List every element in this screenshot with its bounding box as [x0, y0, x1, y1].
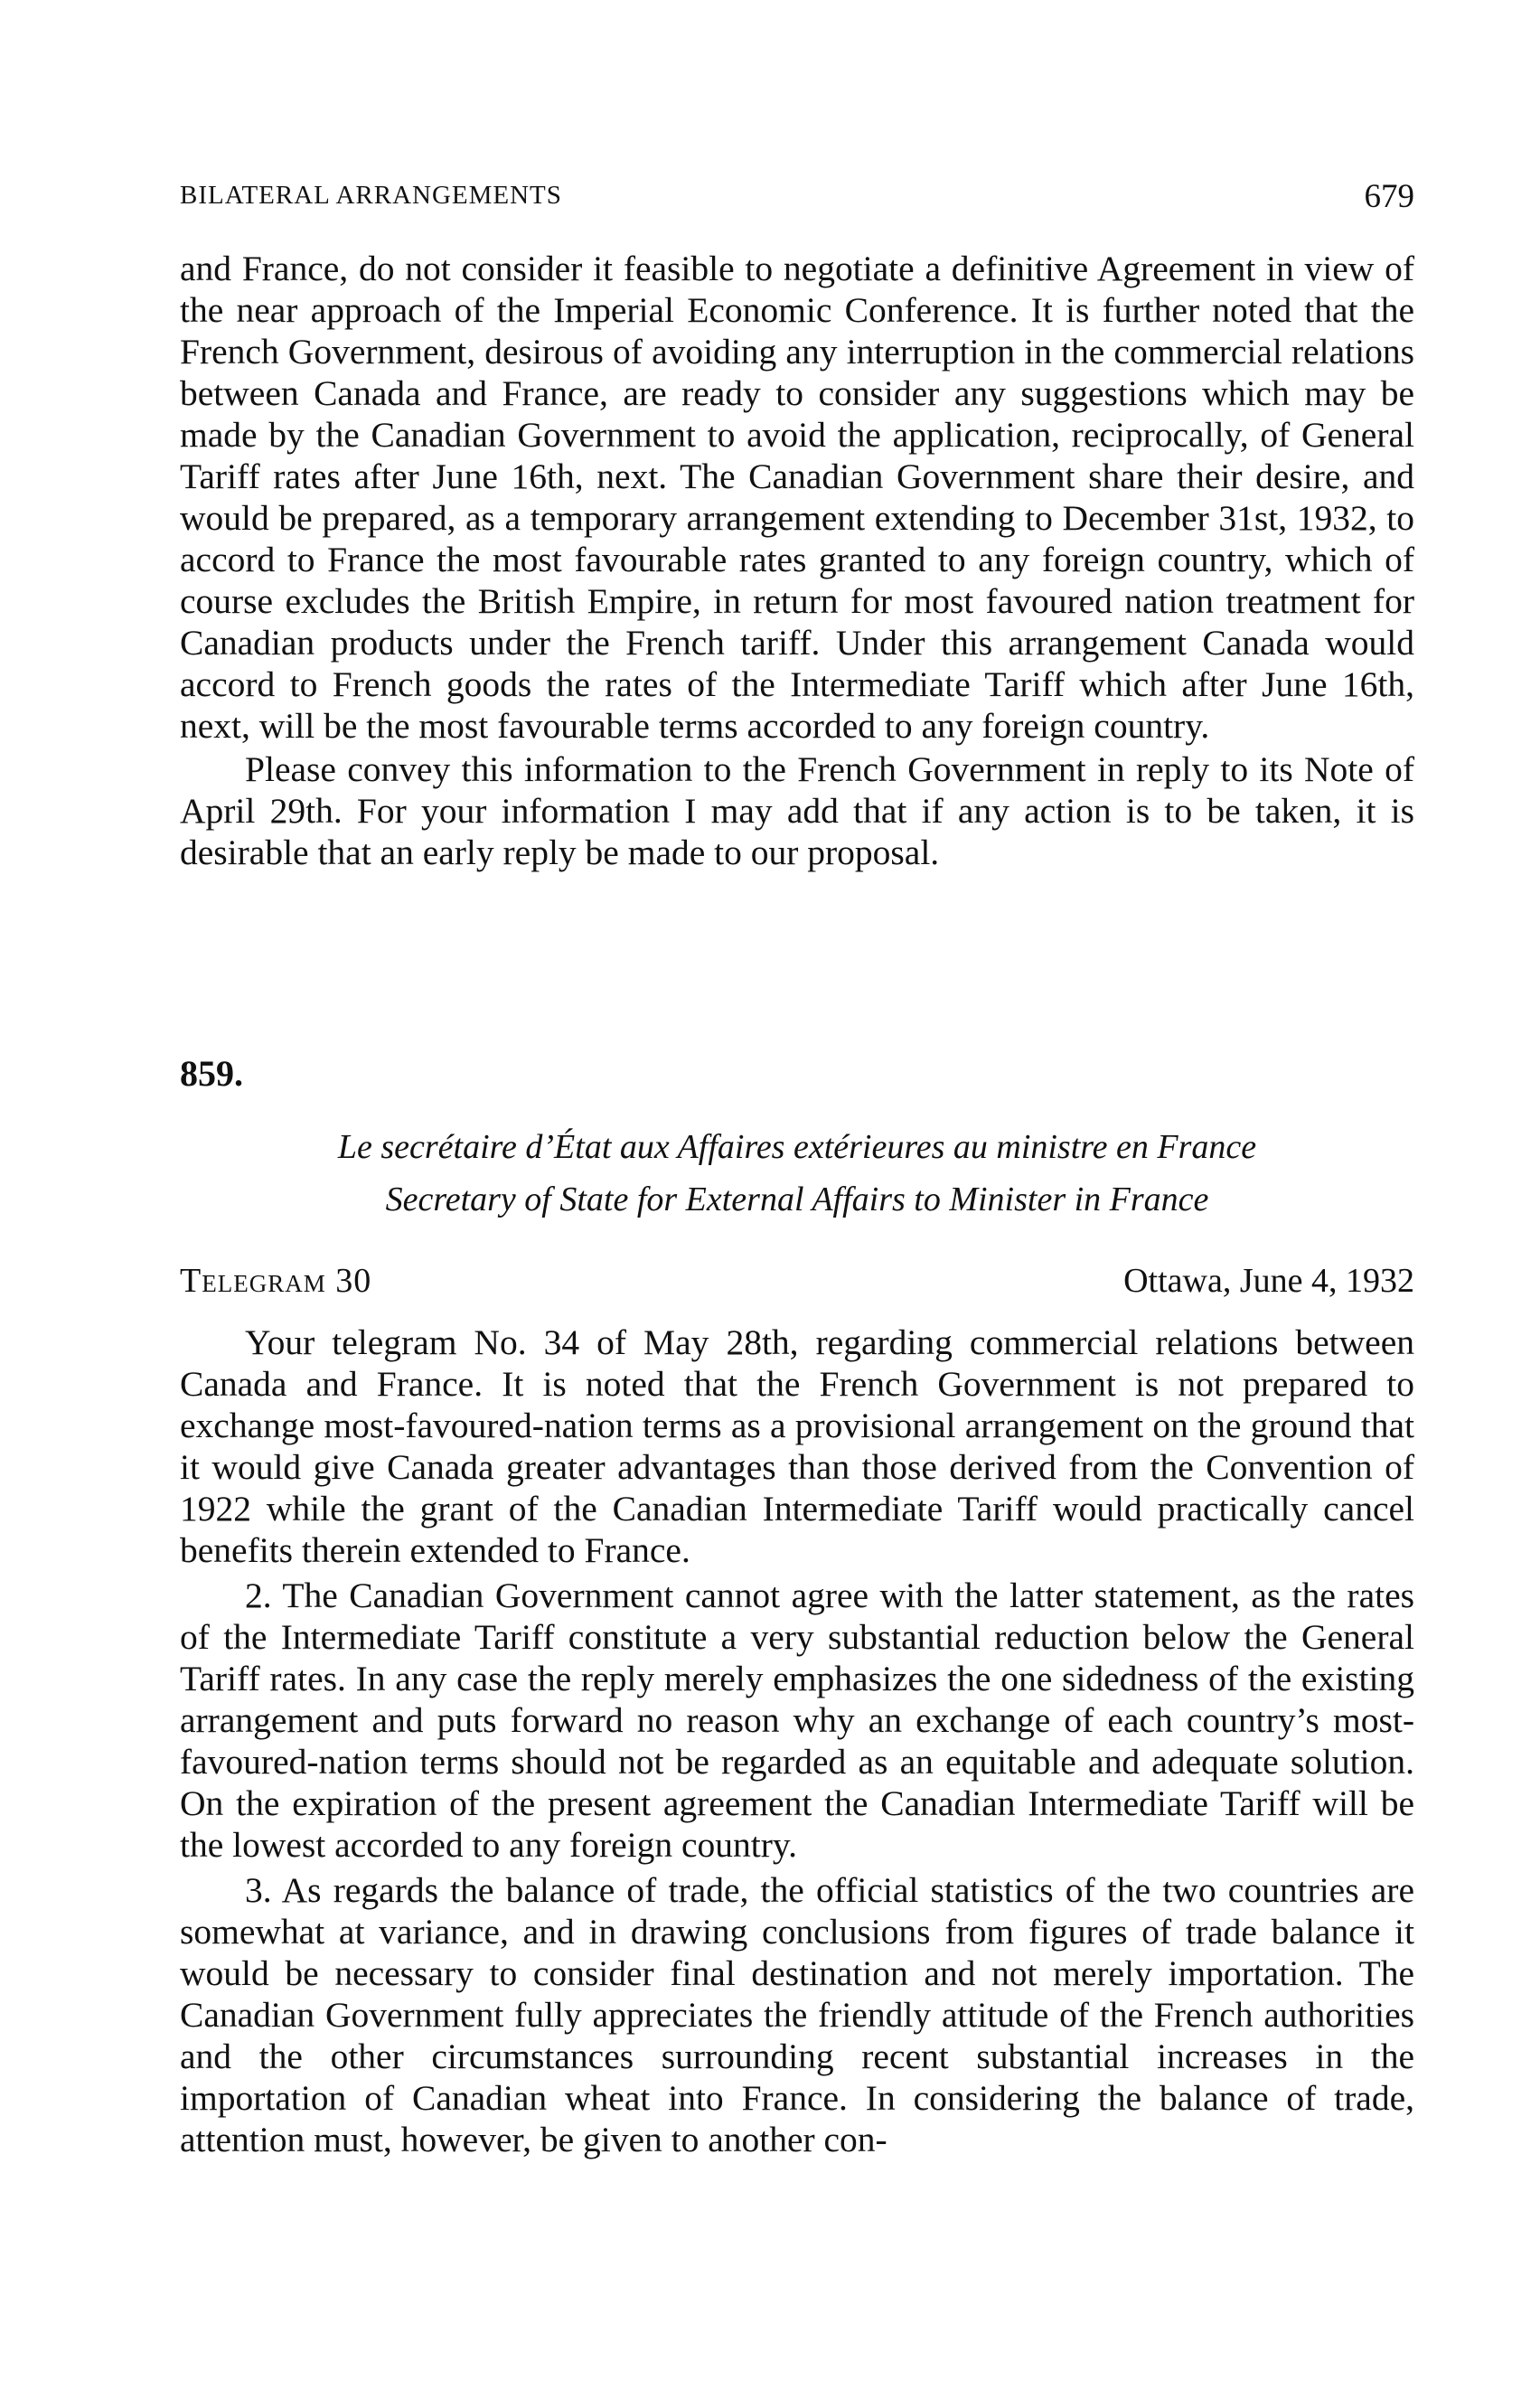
continuation-paragraph: and France, do not consider it feasible to negotiate a definitive Agreement in view of the near approach of the Imperial Economic Conference. It is further noted that the French Government, desirous of avoiding any interruption in the commercial relations between Canada and France, are ready to consider any suggestions which may be made by the Canadian Government to avoid the application, reciprocally, of General Tariff rates after June 16th, next. The Canadian Government share their desire, and would be prepared, as a temporary arrangement extending to December 31st, 1932, to accord to France the most favourable rates granted to any foreign country, which of course excludes the British Empire, in return for most favoured nation treatment for Canadian products under the French tariff. Under this arrangement Canada would accord to French goods the rates of the Intermediate Tariff which after June 16th, next, will be the most favourable terms accorded to any foreign country. [180, 249, 1414, 746]
telegram-meta-line [180, 1261, 1414, 1306]
dateline: Ottawa, June 4, 1932 [1123, 1262, 1414, 1300]
telegram-label: Telegram 30 [180, 1262, 372, 1300]
document-heading-english: Secretary of State for External Affairs to Minister in France [385, 1180, 1209, 1218]
telegram-paragraph: 2. The Canadian Government cannot agree with the latter statement, as the rates of the Intermediate Tariff constitute a very substantial reduction below the General Tariff rates. In any case the reply merely emphasizes the one sidedness of the existing arrangement and puts forward no reason why an exchange of each country’s most-favoured-nation terms should not be regarded as an equitable and adequate solution. On the expiration of the present agreement the Canadian Intermediate Tariff will be the lowest accorded to any foreign country. [180, 1576, 1414, 1865]
continuation-paragraph-closing: Please convey this information to the French Government in reply to its Note of April 29th. For your information I may add that if any action is to be taken, it is desirable that an early reply be made to our proposal. [180, 749, 1414, 872]
page-number: 679 [1364, 178, 1414, 215]
document-number: 859. [180, 1053, 243, 1094]
telegram-paragraph: Your telegram No. 34 of May 28th, regarding commercial relations between Canada and France. It is noted that the French Government is not prepared to exchange most-favoured-nation terms as a provisional arrangement on the ground that it would give Canada greater advantages than those derived from the Convention of 1922 while the grant of the Canadian Intermediate Tariff would practically cancel benefits therein extended to France. [180, 1322, 1414, 1570]
continuation-text [180, 248, 1414, 873]
running-header [180, 177, 1414, 222]
running-title: BILATERAL ARRANGEMENTS [180, 181, 562, 210]
document-heading-french: Le secrétaire d’État aux Affaires extérieures au ministre en France [337, 1128, 1257, 1166]
telegram-paragraph: 3. As regards the balance of trade, the official statistics of the two countries are somewhat at variance, and in drawing conclusions from figures of trade balance it would be necessary to consider final destination and not merely importation. The Canadian Government fully appreciates the friendly attitude of the French authorities and the other circumstances surrounding recent substantial increases in the importation of Canadian wheat into France. In considering the balance of trade, attention must, however, be given to another con- [180, 1870, 1414, 2159]
telegram-body [180, 1322, 1414, 2160]
